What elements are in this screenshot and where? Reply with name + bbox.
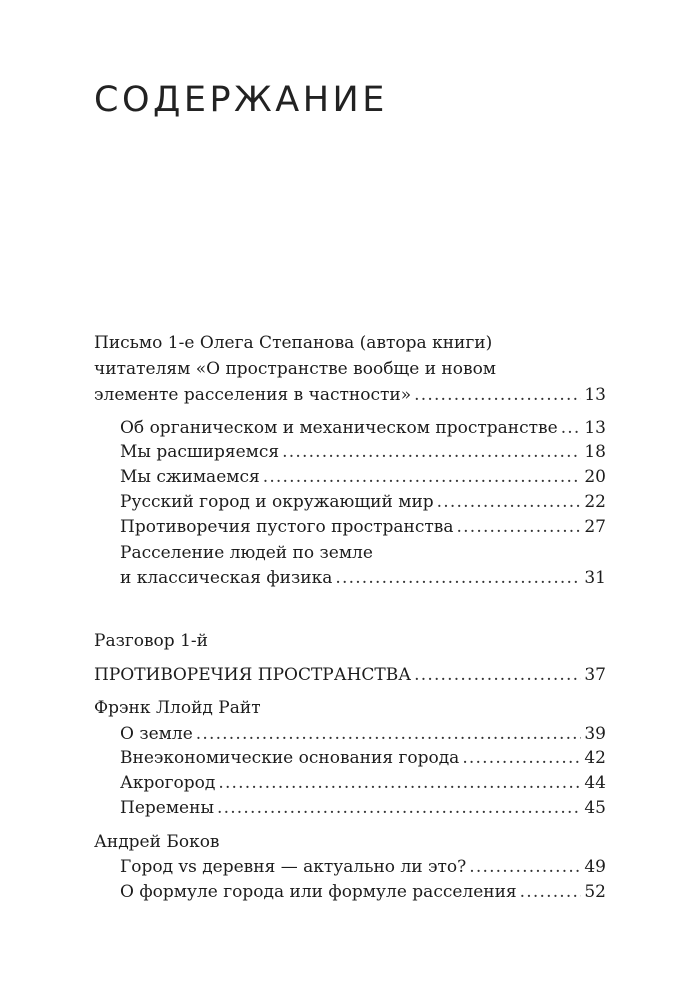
toc-page-number: 49 xyxy=(584,857,606,877)
toc-page-number: 42 xyxy=(584,748,606,768)
toc-page-number: 52 xyxy=(584,882,606,902)
toc-subentry[interactable] xyxy=(120,796,606,820)
dot-leader xyxy=(469,855,581,879)
toc-subentry[interactable] xyxy=(120,440,606,464)
toc-entry-label: ПРОТИВОРЕЧИЯ ПРОСТРАНСТВА xyxy=(94,665,412,685)
toc-entry-label: Перемены xyxy=(120,798,214,818)
toc-entry-letter[interactable] xyxy=(94,383,606,407)
toc-subentry[interactable] xyxy=(120,746,606,770)
toc-subentry[interactable] xyxy=(120,880,606,904)
toc-subentry[interactable] xyxy=(120,515,606,539)
dot-leader xyxy=(282,440,581,464)
page-title: СОДЕРЖАНИЕ xyxy=(94,80,388,120)
toc-subentry[interactable] xyxy=(120,771,606,795)
dot-leader xyxy=(462,746,581,770)
toc-page-number: 13 xyxy=(584,385,606,405)
toc-entry-label: элементе расселения в частности» xyxy=(94,385,412,405)
toc-page-number: 39 xyxy=(584,724,606,744)
toc-page-number: 37 xyxy=(584,665,606,685)
toc-entry-label: Акрогород xyxy=(120,773,216,793)
toc-entry-label: и классическая физика xyxy=(120,568,333,588)
toc-entry-label: Русский город и окружающий мир xyxy=(120,492,434,512)
dot-leader xyxy=(196,722,582,746)
toc-entry-label: Противоречия пустого пространства xyxy=(120,517,454,537)
toc-subentry-line-1: Расселение людей по земле xyxy=(120,543,373,563)
toc-page-number: 45 xyxy=(584,798,606,818)
toc-entry-label: Город vs деревня — актуально ли это? xyxy=(120,857,467,877)
dot-leader xyxy=(457,515,582,539)
toc-entry-label: Внеэкономические основания города xyxy=(120,748,460,768)
toc-subentry[interactable] xyxy=(120,416,606,440)
conversation-label: Разговор 1-й xyxy=(94,631,208,651)
toc-page-number: 18 xyxy=(584,442,606,462)
toc-subentry[interactable] xyxy=(120,490,606,514)
toc-page-number: 13 xyxy=(584,418,606,438)
toc-entry-letter-line-1: Письмо 1-е Олега Степанова (автора книги) xyxy=(94,333,493,353)
author-name: Андрей Боков xyxy=(94,832,220,852)
dot-leader xyxy=(218,771,581,795)
toc-subentry[interactable] xyxy=(120,465,606,489)
dot-leader xyxy=(414,383,581,407)
dot-leader xyxy=(561,416,582,440)
dot-leader xyxy=(335,566,581,590)
toc-page-number: 31 xyxy=(584,568,606,588)
author-name: Фрэнк Ллойд Райт xyxy=(94,698,261,718)
toc-subentry[interactable] xyxy=(120,855,606,879)
toc-entry-label: Мы расширяемся xyxy=(120,442,280,462)
toc-subentry[interactable] xyxy=(120,722,606,746)
toc-entry-label: О формуле города или формуле расселения xyxy=(120,882,517,902)
toc-subentry[interactable] xyxy=(120,566,606,590)
toc-page-number: 27 xyxy=(584,517,606,537)
dot-leader xyxy=(437,490,582,514)
toc-page-number: 20 xyxy=(584,467,606,487)
toc-entry-label: Об органическом и механическом пространстве xyxy=(120,418,558,438)
toc-entry-letter-line-2: читателям «О пространстве вообще и новом xyxy=(94,359,497,379)
dot-leader xyxy=(217,796,581,820)
toc-entry-label: О земле xyxy=(120,724,193,744)
dot-leader xyxy=(263,465,582,489)
toc-page-number: 22 xyxy=(584,492,606,512)
toc-entry-conversation[interactable] xyxy=(94,663,606,687)
dot-leader xyxy=(520,880,582,904)
dot-leader xyxy=(414,663,581,687)
toc-entry-label: Мы сжимаемся xyxy=(120,467,260,487)
toc-page-number: 44 xyxy=(584,773,606,793)
